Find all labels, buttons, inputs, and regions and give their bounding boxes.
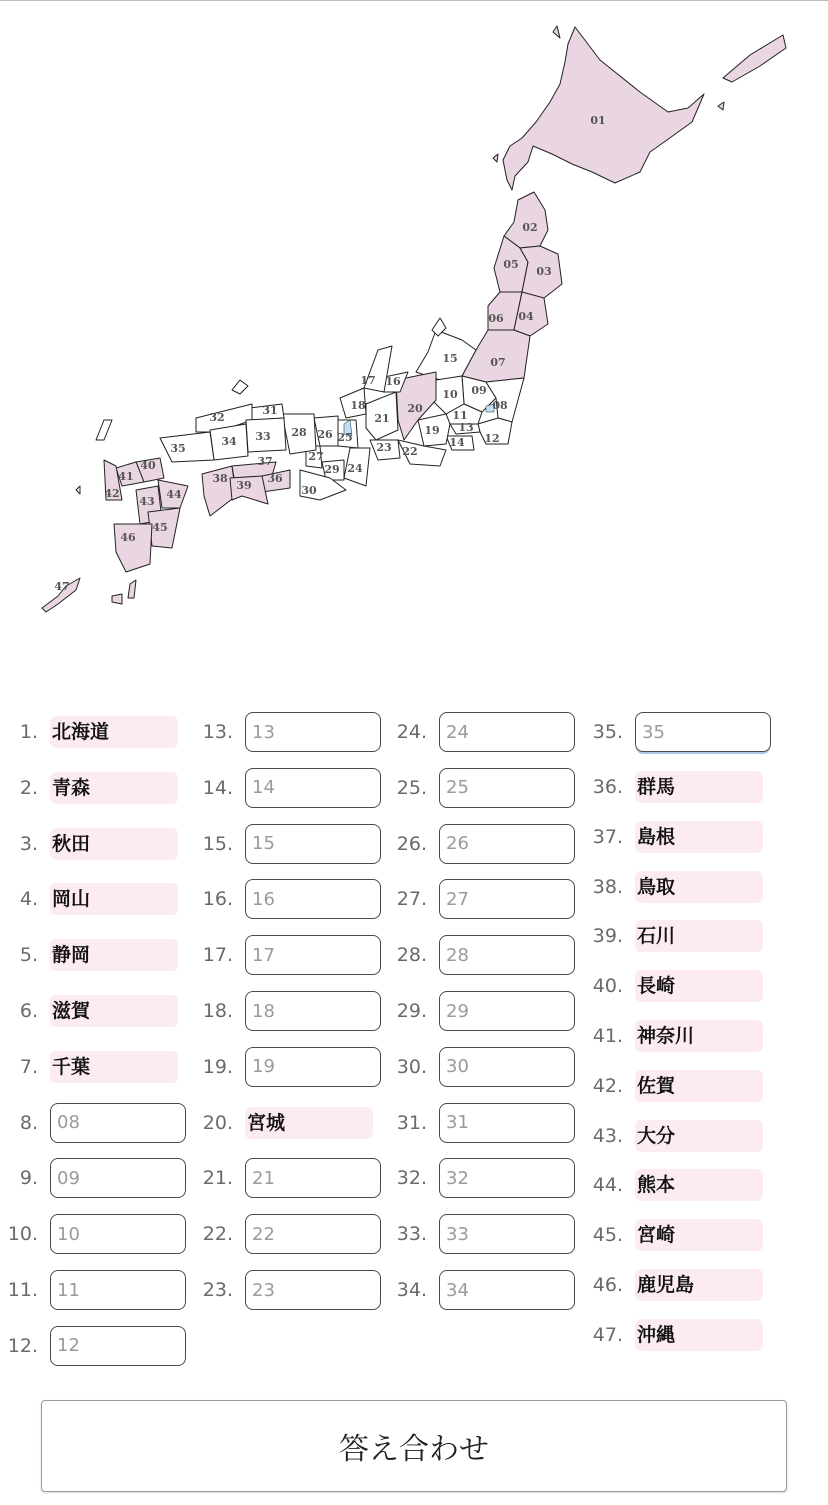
item-number: 15. [202,832,233,855]
answer-input-10[interactable] [50,1214,186,1254]
map-label-30: 30 [301,484,317,497]
answer-input-25[interactable] [439,768,575,808]
answer-revealed: 青森 [50,772,178,804]
answer-input-35[interactable] [635,712,771,752]
item-number: 26. [396,832,427,855]
answer-revealed: 大分 [635,1120,763,1152]
quiz-item-1 [0,712,200,752]
map-label-27: 27 [308,450,324,463]
map-label-21: 21 [374,412,390,425]
item-number: 18. [202,1000,233,1022]
quiz-item-14 [193,768,393,808]
map-label-47: 47 [54,580,70,593]
item-number: 31. [396,1111,427,1134]
japan-prefecture-map [0,0,828,660]
map-label-32: 32 [209,411,225,424]
answer-input-08[interactable] [50,1103,186,1143]
map-label-26: 26 [317,428,333,441]
map-label-35: 35 [170,442,186,455]
map-label-41: 41 [118,470,134,483]
quiz-item-38 [581,867,781,907]
answer-input-16[interactable] [245,879,381,919]
item-number: 22. [202,1223,233,1246]
quiz-item-10 [0,1214,200,1254]
item-number: 38. [592,875,623,898]
answer-input-31[interactable] [439,1103,575,1143]
map-label-31: 31 [262,404,278,417]
pref-shape-02 [504,192,548,248]
item-number: 47. [592,1323,623,1346]
quiz-item-41 [581,1016,781,1056]
answer-input-15[interactable] [245,824,381,864]
quiz-item-6 [0,991,200,1031]
quiz-item-8 [0,1103,200,1143]
quiz-item-13 [193,712,393,752]
item-number: 24. [396,721,427,743]
map-label-46: 46 [120,531,136,544]
map-label-01: 01 [590,114,606,127]
item-number: 44. [592,1174,623,1197]
answer-revealed: 鹿児島 [635,1269,763,1301]
quiz-item-5 [0,935,200,975]
item-number: 17. [202,944,233,967]
map-label-15: 15 [442,352,458,365]
quiz-item-19 [193,1047,393,1087]
map-label-10: 10 [442,388,458,401]
answer-input-09[interactable] [50,1158,186,1198]
map-label-13: 13 [458,421,474,434]
answer-input-13[interactable] [245,712,381,752]
item-number: 29. [396,1000,427,1022]
item-number: 19. [202,1055,233,1078]
quiz-item-31 [387,1103,587,1143]
answer-input-27[interactable] [439,879,575,919]
item-number: 11. [7,1279,38,1301]
map-label-37: 37 [257,455,273,468]
item-number: 35. [592,721,623,743]
map-label-24: 24 [347,462,363,475]
answer-revealed: 鳥取 [635,871,763,903]
map-label-04: 04 [518,310,534,323]
map-label-38: 38 [212,472,228,485]
item-number: 14. [202,776,233,799]
item-number: 27. [396,888,427,911]
item-number: 20. [202,1111,233,1134]
answer-revealed: 宮崎 [635,1219,763,1251]
map-label-16: 16 [385,375,401,388]
map-label-43: 43 [139,495,155,508]
answer-revealed: 長崎 [635,970,763,1002]
quiz-item-42 [581,1066,781,1106]
answer-revealed: 千葉 [50,1051,178,1083]
quiz-item-22 [193,1214,393,1254]
map-label-20: 20 [407,402,423,415]
map-label-33: 33 [255,430,271,443]
item-number: 21. [202,1167,233,1190]
answer-input-29[interactable] [439,991,575,1031]
item-number: 4. [19,888,38,911]
answer-revealed: 神奈川 [635,1020,763,1052]
map-label-09: 09 [471,384,487,397]
map-label-07: 07 [490,356,506,369]
answer-input-26[interactable] [439,824,575,864]
answer-revealed: 北海道 [50,716,178,748]
map-label-28: 28 [291,426,307,439]
answer-input-24[interactable] [439,712,575,752]
quiz-item-27 [387,879,587,919]
quiz-item-21 [193,1158,393,1198]
item-number: 33. [396,1223,427,1246]
quiz-item-35 [581,712,781,752]
quiz-item-9 [0,1158,200,1198]
item-number: 12. [7,1334,38,1357]
map-label-36: 36 [267,472,283,485]
item-number: 3. [19,832,38,855]
answer-input-28[interactable] [439,935,575,975]
answer-input-22[interactable] [245,1214,381,1254]
item-number: 40. [592,975,623,998]
map-label-17: 17 [360,374,376,387]
item-number: 10. [7,1223,38,1246]
quiz-item-18 [193,991,393,1031]
answer-revealed: 滋賀 [50,995,178,1027]
quiz-item-25 [387,768,587,808]
quiz-item-11 [0,1270,200,1310]
map-label-34: 34 [221,435,237,448]
quiz-item-15 [193,824,393,864]
item-number: 37. [592,825,623,848]
quiz-item-34 [387,1270,587,1310]
item-number: 23. [202,1279,233,1301]
map-label-03: 03 [536,265,552,278]
quiz-item-29 [387,991,587,1031]
item-number: 9. [19,1167,38,1190]
item-number: 16. [202,888,233,911]
quiz-item-4 [0,879,200,919]
quiz-item-32 [387,1158,587,1198]
quiz-item-39 [581,916,781,956]
answer-input-18[interactable] [245,991,381,1031]
answer-revealed: 沖縄 [635,1319,763,1351]
item-number: 7. [19,1055,38,1078]
map-label-45: 45 [152,521,168,534]
map-label-25: 25 [337,431,353,444]
map-label-22: 22 [402,445,418,458]
quiz-item-40 [581,966,781,1006]
quiz-item-12 [0,1326,200,1366]
answer-revealed: 石川 [635,920,763,952]
item-number: 30. [396,1055,427,1078]
quiz-item-7 [0,1047,200,1087]
item-number: 39. [592,925,623,948]
map-label-40: 40 [140,459,156,472]
map-label-23: 23 [376,441,392,454]
map-label-12: 12 [484,432,500,445]
item-number: 2. [19,776,38,799]
map-label-18: 18 [350,399,366,412]
answer-revealed: 佐賀 [635,1070,763,1102]
pref-shape-35 [160,432,214,462]
answer-revealed: 秋田 [50,828,178,860]
item-number: 28. [396,944,427,967]
answer-input-30[interactable] [439,1047,575,1087]
quiz-item-46 [581,1265,781,1305]
answer-revealed: 群馬 [635,771,763,803]
answer-input-19[interactable] [245,1047,381,1087]
map-label-14: 14 [449,436,465,449]
map-label-05: 05 [503,258,519,271]
answer-input-14[interactable] [245,768,381,808]
answer-input-23[interactable] [245,1270,381,1310]
quiz-item-30 [387,1047,587,1087]
quiz-item-23 [193,1270,393,1310]
quiz-item-26 [387,824,587,864]
quiz-item-33 [387,1214,587,1254]
map-label-08: 08 [492,399,508,412]
quiz-item-3 [0,824,200,864]
answer-input-32[interactable] [439,1158,575,1198]
item-number: 46. [592,1274,623,1296]
map-label-06: 06 [488,312,504,325]
answer-revealed: 岡山 [50,883,178,915]
item-number: 6. [19,1000,38,1022]
item-number: 8. [19,1111,38,1134]
quiz-item-47 [581,1315,781,1355]
item-number: 43. [592,1124,623,1147]
answer-input-11[interactable] [50,1270,186,1310]
map-label-39: 39 [236,479,252,492]
map-label-02: 02 [522,221,538,234]
pref-shape-01 [503,27,704,190]
quiz-item-24 [387,712,587,752]
quiz-item-37 [581,817,781,857]
item-number: 36. [592,776,623,798]
quiz-item-2 [0,768,200,808]
answer-input-12[interactable] [50,1326,186,1366]
quiz-item-36 [581,767,781,807]
answer-input-33[interactable] [439,1214,575,1254]
item-number: 45. [592,1224,623,1247]
answer-revealed: 宮城 [245,1107,373,1139]
answer-revealed: 島根 [635,821,763,853]
item-number: 1. [19,721,38,743]
quiz-item-20 [193,1103,393,1143]
answer-revealed: 熊本 [635,1169,763,1201]
map-label-44: 44 [166,488,182,501]
item-number: 13. [202,721,233,743]
answer-input-34[interactable] [439,1270,575,1310]
item-number: 25. [396,776,427,799]
quiz-item-45 [581,1215,781,1255]
map-label-29: 29 [324,463,340,476]
answer-input-17[interactable] [245,935,381,975]
quiz-item-17 [193,935,393,975]
map-label-11: 11 [452,409,468,422]
quiz-item-28 [387,935,587,975]
quiz-item-16 [193,879,393,919]
quiz-item-44 [581,1165,781,1205]
item-number: 5. [19,944,38,967]
check-answers-button[interactable]: 答え合わせ [41,1400,787,1492]
map-label-19: 19 [424,424,440,437]
item-number: 41. [592,1025,623,1047]
item-number: 42. [592,1074,623,1097]
item-number: 34. [396,1279,427,1301]
map-label-42: 42 [104,487,120,500]
quiz-item-43 [581,1116,781,1156]
answer-revealed: 静岡 [50,939,178,971]
item-number: 32. [396,1167,427,1190]
answer-input-21[interactable] [245,1158,381,1198]
